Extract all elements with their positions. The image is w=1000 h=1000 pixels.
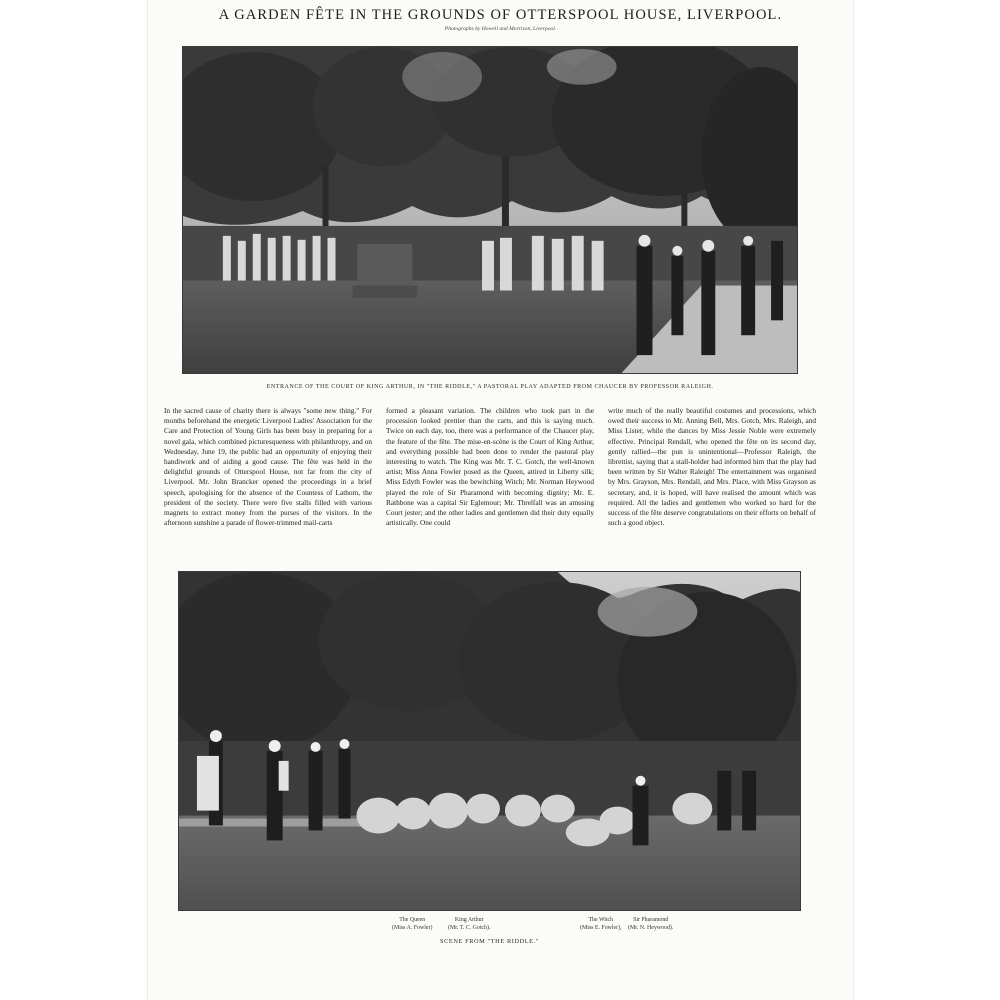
label-the-witch xyxy=(580,917,622,932)
article-column-1: In the sacred cause of charity there is always "some new thing." For months beforehand the energetic Liverpool Ladies' Association for the Care and Protection of Young Girls has been busy in preparing for a novel gala, which combined picturesqueness with philanthropy, and on Wednesday, June 19, the public had an opportunity of enjoying their handiwork and of aiding a good cause. The fête was held in the delightful grounds of Otterspool House, not far from the city of Liverpool. Mr. John Brancker opened the proceedings in a brief speech, apologising for the absence of the Countess of Lathom, the president of the society. There were five stalls filled with various magnets to extract money from the purses of the visitors. In the afternoon sunshine a parade of flower-trimmed mail-carts xyxy=(164,406,372,528)
article-body xyxy=(164,406,816,540)
label-the-queen xyxy=(392,917,432,932)
role-name: King Arthur xyxy=(454,917,484,923)
actor-name: (Mr. T. C. Gotch). xyxy=(448,924,491,931)
actor-name: (Miss E. Fowler), xyxy=(580,924,622,931)
court-entrance-photo xyxy=(182,46,798,374)
role-name: The Witch xyxy=(588,917,614,923)
actor-name: (Miss A. Fowler) xyxy=(392,924,433,931)
bottom-photo-caption: SCENE FROM "THE RIDDLE." xyxy=(440,938,539,945)
page-headline: A GARDEN FÊTE IN THE GROUNDS OF OTTERSPOOL HOUSE, LIVERPOOL. xyxy=(218,7,783,23)
riddle-scene-photo xyxy=(178,571,801,911)
actor-name: (Mr. N. Heywood). xyxy=(628,924,674,931)
label-sir-pharamond xyxy=(628,917,673,932)
role-name: The Queen xyxy=(399,917,426,923)
top-photo-caption: ENTRANCE OF THE COURT OF KING ARTHUR, IN "THE RIDDLE," A PASTORAL PLAY ADAPTED FROM CHAUCER BY PROFESSOR RALEIGH. xyxy=(266,384,714,390)
label-king-arthur xyxy=(448,917,490,932)
article-column-3: write much of the really beautiful costumes and processions, which owed their success to Mr. Anning Bell, Mrs. Gotch, Mrs. Raleigh, and Miss Lister, while the dances by Miss Jessie Noble were extremely effective. Principal Rendall, who opened the fête on its second day, gently rallied—the pun is unintentional—Professor Raleigh, the librettist, saying that a stall-holder had informed him that the play had been written by Sir Walter Raleigh! The entertainment was organised by Mrs. Grayson, Mrs. Rendall, and Mrs. Place, with Miss Grayson as secretary, and, it is hoped, will have realised the amount which was required. All the ladies and gentlemen who worked so hard for the success of the fête deserve congratulations on their efforts on behalf of such a good object. xyxy=(608,406,816,528)
photo-credit: Photographs by Howell and Morrison, Liverpool. xyxy=(444,26,557,32)
role-name: Sir Pharamond xyxy=(633,917,669,923)
article-column-2: formed a pleasant variation. The children who took part in the procession looked prettier than the carts, and this is saying much. Twice on each day, too, there was a performance of the Chaucer play, the feature of the fête. The mise-en-scène is the Court of King Arthur, and everything possible had been done to render the pastoral play interesting to watch. The King was Mr. T. C. Gotch, the well-known artist; Miss Anna Fowler posed as the Queen, attired in Liberty silk; Miss Edyth Fowler was the bewitching Witch; Mr. Norman Heywood played the role of Sir Pharamond with becoming dignity; Mr. E. Rathbone was a capital Sir Eglemour; Mr. Threlfall was an amusing Court jester; and the other ladies and gentlemen did their duty equally artistically. One could xyxy=(386,406,594,528)
